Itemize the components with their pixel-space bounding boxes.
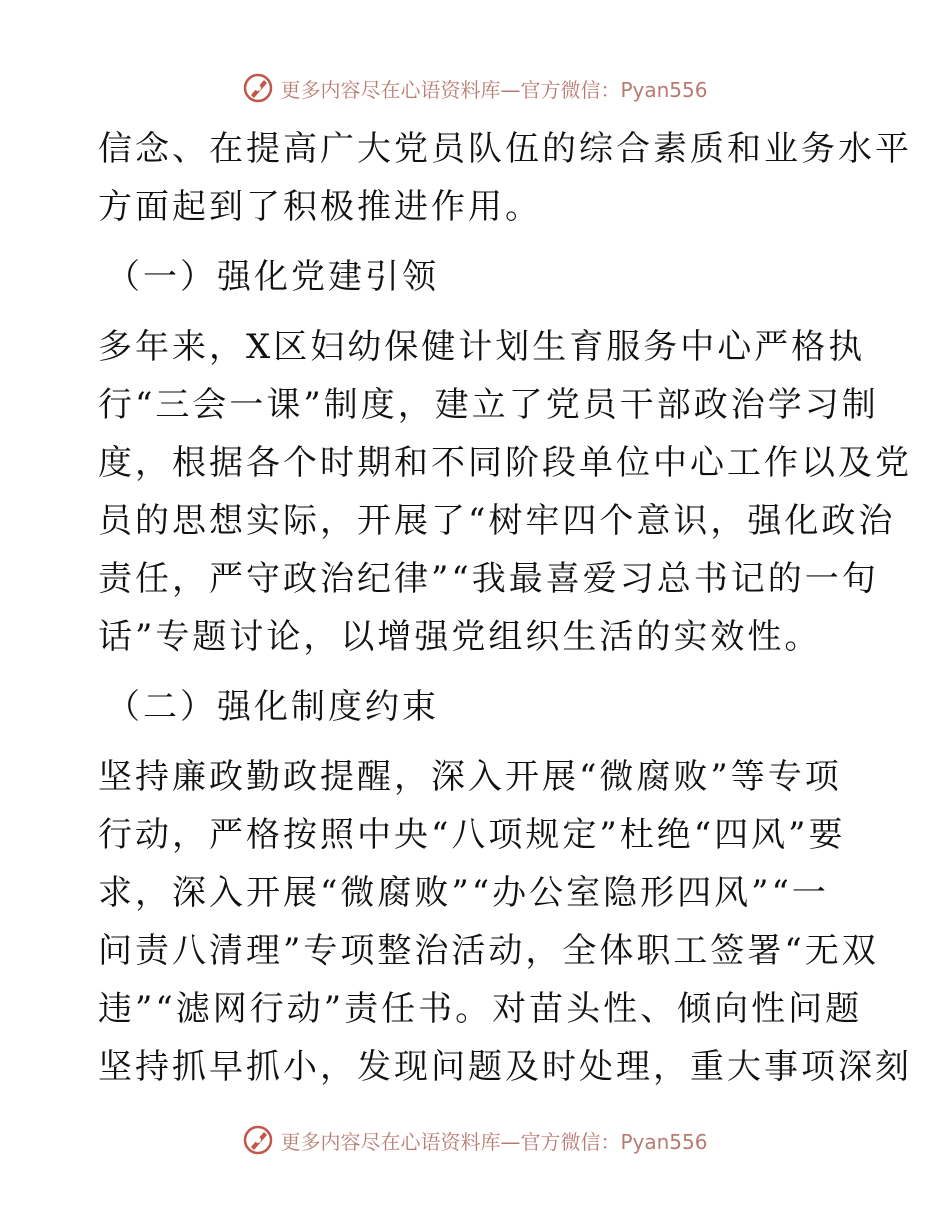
- text-line: 坚持抓早抓小，发现问题及时处理，重大事项深刻: [98, 1047, 912, 1087]
- paragraph-1: [98, 120, 912, 236]
- text-line: 违”“滤网行动”责任书。对苗头性、倾向性问题: [98, 989, 863, 1029]
- text-line: 责任，严守政治纪律”“我最喜爱习总书记的一句: [98, 559, 879, 599]
- watermark-text: 更多内容尽在心语资料库—官方微信：Pyan556: [280, 77, 708, 102]
- text-line: 行“三会一课”制度，建立了党员干部政治学习制: [98, 385, 879, 425]
- header-watermark: [0, 72, 950, 104]
- text-line: 方面起到了积极推进作用。: [98, 187, 542, 227]
- watermark-text: 更多内容尽在心语资料库—官方微信：Pyan556: [280, 1129, 708, 1154]
- heading-line: （二）强化制度约束: [106, 687, 439, 727]
- text-line: 行动，严格按照中央“八项规定”杜绝“四风”要: [98, 815, 846, 855]
- section-heading-1: [98, 248, 858, 306]
- text-line: 多年来，X区妇幼保健计划生育服务中心严格执: [98, 327, 866, 367]
- text-line: 求，深入开展“微腐败”“办公室隐形四风”“一: [98, 873, 829, 913]
- paragraph-3: [98, 748, 912, 1096]
- text-line: 话”专题讨论，以增强党组织生活的实效性。: [98, 617, 822, 657]
- text-line: 坚持廉政勤政提醒，深入开展“微腐败”等专项: [98, 757, 842, 797]
- footer-watermark: [0, 1124, 950, 1156]
- text-line: 度，根据各个时期和不同阶段单位中心工作以及党: [98, 443, 912, 483]
- text-line: 员的思想实际，开展了“树牢四个意识，强化政治: [98, 501, 896, 541]
- heading-line: （一）强化党建引领: [106, 257, 439, 297]
- text-line: 信念、在提高广大党员队伍的综合素质和业务水平: [98, 129, 912, 169]
- section-heading-2: [98, 678, 858, 736]
- pen-logo-icon: [242, 72, 274, 104]
- pen-logo-icon: [242, 1124, 274, 1156]
- paragraph-2: [98, 318, 912, 666]
- document-body: [98, 120, 912, 1096]
- text-line: 问责八清理”专项整治活动，全体职工签署“无双: [98, 931, 879, 971]
